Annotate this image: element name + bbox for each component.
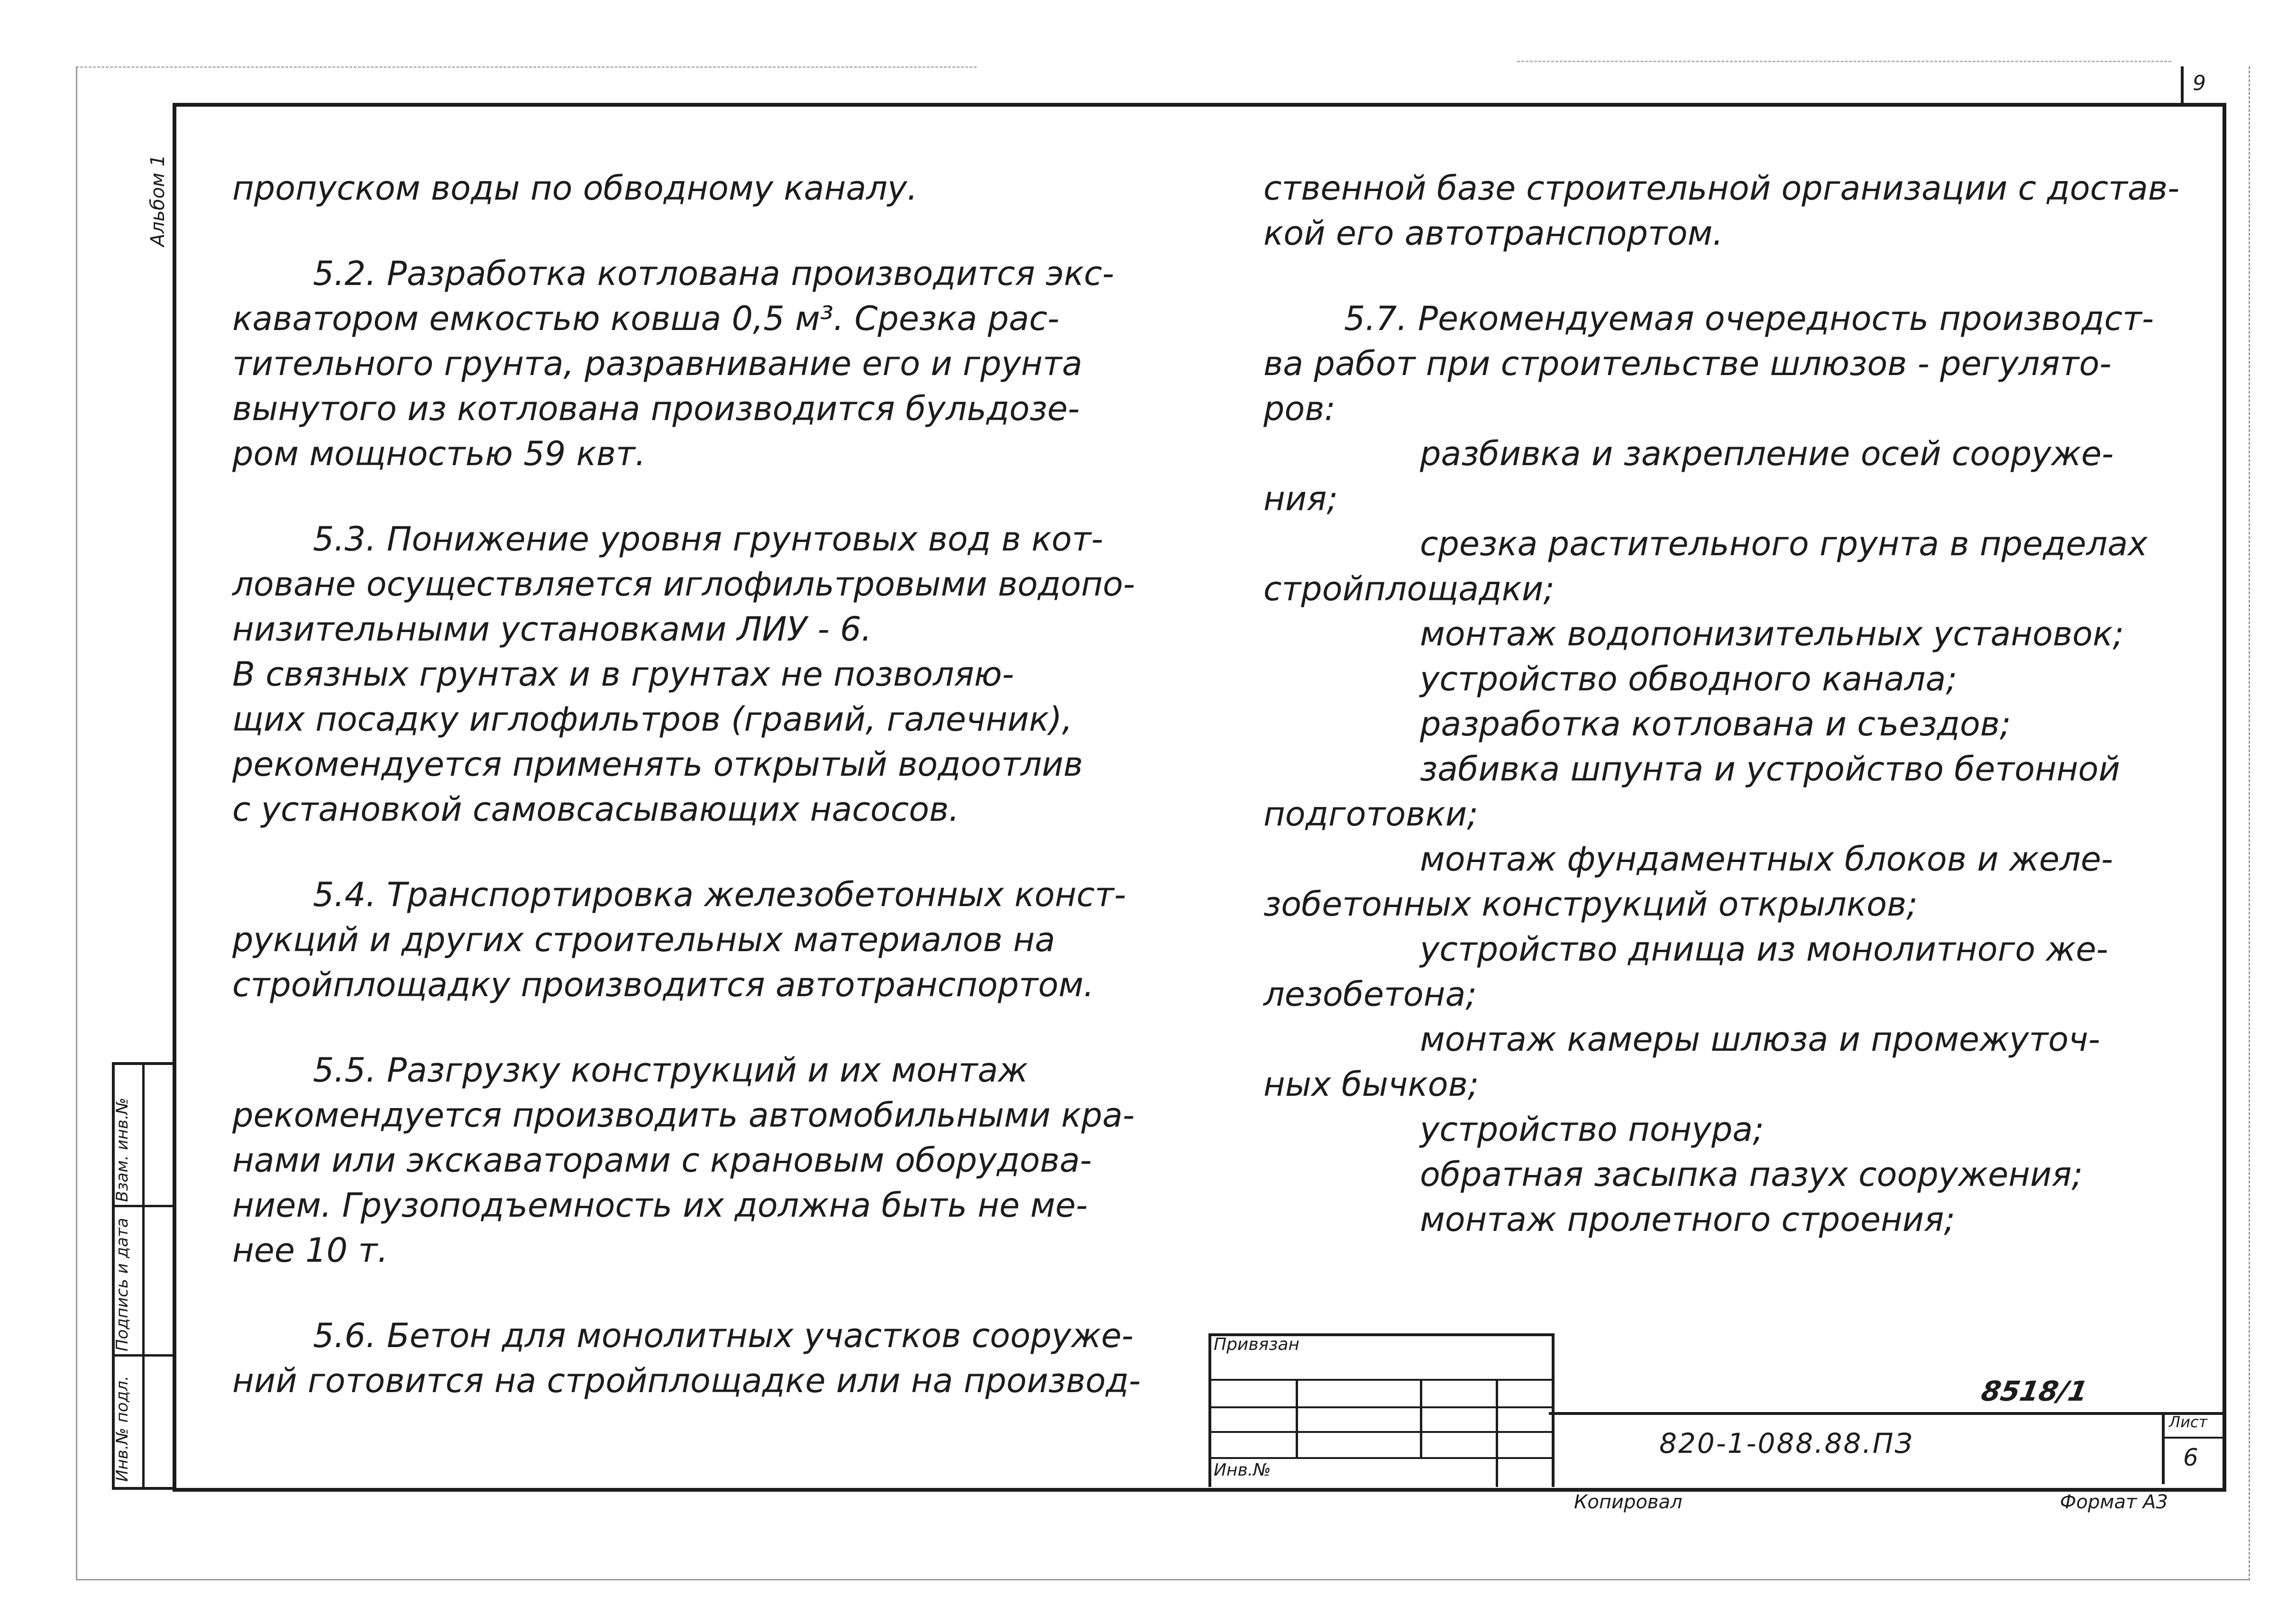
- binding-strip-divider: [142, 1065, 145, 1487]
- text-line: обратная засыпка пазух сооружения;: [1420, 1155, 2083, 1194]
- text-line: тительного грунта, разравнивание его и грунта: [232, 344, 1082, 383]
- text-line: ловане осуществляется иглофильтровыми водопо-: [232, 565, 1135, 604]
- binding-strip-row-line: [115, 1354, 175, 1357]
- text-line: нее 10 т.: [232, 1231, 388, 1270]
- text-line: 5.6. Бетон для монолитных участков сооруже-: [313, 1316, 1134, 1355]
- text-line: щих посадку иглофильтров (гравий, галечник),: [232, 700, 1073, 739]
- paragraph-gap: [232, 1273, 1141, 1313]
- binding-strip-replace-label: Взам. инв.№: [113, 1097, 132, 1202]
- text-line: забивка шпунта и устройство бетонной: [1420, 750, 2120, 789]
- text-line: разбивка и закрепление осей сооруже-: [1420, 434, 2114, 473]
- right-text-column: [1263, 166, 2179, 1242]
- paragraph-gap: [1263, 256, 2179, 296]
- text-line: 5.2. Разработка котлована производится экс-: [313, 254, 1114, 293]
- text-line: каватором емкостью ковша 0,5 м³. Срезка рас-: [232, 299, 1060, 338]
- top-dash-line-right: [1517, 61, 2171, 62]
- text-line: устройство днища из монолитного же-: [1420, 930, 2108, 969]
- stamp-row-line: [1211, 1406, 1552, 1408]
- text-line: монтаж водопонизительных установок;: [1420, 615, 2124, 653]
- text-line: ров:: [1263, 389, 1336, 428]
- text-line: низительными установками ЛИУ - 6.: [232, 610, 872, 649]
- sheet-number: 6: [2183, 1444, 2198, 1471]
- text-line: рекомендуется применять открытый водоотлив: [232, 745, 1083, 784]
- paragraph-gap: [232, 477, 1141, 517]
- album-label: Альбом 1: [147, 155, 169, 247]
- paragraph-gap: [232, 832, 1141, 872]
- copied-by-label: Копировал: [1574, 1491, 1683, 1513]
- text-line: ва работ при строительстве шлюзов - регулято-: [1263, 344, 2112, 383]
- text-line: стройплощадки;: [1263, 569, 1555, 608]
- left-text-column: [232, 166, 1141, 1404]
- text-line: монтаж пролетного строения;: [1420, 1200, 1955, 1239]
- format-label: Формат А3: [2060, 1491, 2168, 1513]
- binding-strip-signature-label: Подпись и дата: [113, 1218, 132, 1351]
- document-number: 8518/1: [1979, 1375, 2090, 1407]
- text-line: лезобетона;: [1263, 975, 1477, 1014]
- text-line: 5.7. Рекомендуемая очередность производст-: [1344, 299, 2154, 338]
- text-line: монтаж камеры шлюза и промежуточ-: [1420, 1020, 2100, 1059]
- page-number: 9: [2193, 71, 2206, 95]
- paragraph-gap: [232, 211, 1141, 251]
- text-line: ром мощностью 59 квт.: [232, 434, 646, 473]
- text-line: срезка растительного грунта в пределах: [1420, 524, 2148, 563]
- text-line: ний готовится на стройплощадке или на производ-: [232, 1361, 1141, 1400]
- stamp-col-line: [1296, 1379, 1298, 1457]
- text-line: стройплощадку производится автотранспортом.: [232, 965, 1094, 1004]
- text-line: 5.3. Понижение уровня грунтовых вод в кот-: [313, 520, 1103, 559]
- text-line: зобетонных конструкций открылков;: [1263, 885, 1918, 924]
- text-line: устройство обводного канала;: [1420, 660, 1958, 698]
- binding-strip-inv-label: Инв.№ подл.: [113, 1376, 132, 1482]
- text-line: ных бычков;: [1263, 1065, 1479, 1104]
- text-line: кой его автотранспортом.: [1263, 214, 1723, 253]
- stamp-col-line: [1496, 1379, 1498, 1487]
- text-line: подготовки;: [1263, 795, 1478, 834]
- sheet-label: Лист: [2169, 1413, 2208, 1431]
- text-line: разработка котлована и съездов;: [1420, 705, 2011, 743]
- stamp-row-line: [1211, 1379, 1552, 1381]
- stamp-col-line: [1420, 1379, 1422, 1457]
- text-line: нием. Грузоподъемность их должна быть не ме-: [232, 1186, 1088, 1225]
- document-code: 820-1-088.88.ПЗ: [1659, 1427, 1914, 1459]
- text-line: 5.4. Транспортировка железобетонных конст-: [313, 875, 1126, 914]
- text-line: 5.5. Разгрузку конструкций и их монтаж: [313, 1051, 1028, 1090]
- text-line: ния;: [1263, 479, 1338, 518]
- stamp-row-line: [1211, 1431, 1552, 1433]
- paragraph-gap: [232, 1008, 1141, 1048]
- stamp-inv-label: Инв.№: [1214, 1460, 1271, 1480]
- text-line: с установкой самовсасывающих насосов.: [232, 790, 960, 829]
- stamp-row-line: [1211, 1457, 1552, 1459]
- text-line: нами или экскаваторами с крановым оборудова-: [232, 1141, 1092, 1180]
- text-line: устройство понура;: [1420, 1110, 1764, 1149]
- text-line: рукций и других строительных материалов на: [232, 920, 1055, 959]
- sheet-box-line: [2165, 1437, 2225, 1439]
- text-line: монтаж фундаментных блоков и желе-: [1420, 840, 2113, 879]
- text-line: рекомендуется производить автомобильными кра-: [232, 1096, 1135, 1135]
- binding-strip-row-line: [115, 1205, 175, 1207]
- text-line: ственной базе строительной организации с достав-: [1263, 169, 2180, 208]
- text-line: вынутого из котлована производится бульдозе-: [232, 389, 1080, 428]
- text-line: В связных грунтах и в грунтах не позволяю-: [232, 655, 1014, 694]
- text-line: пропуском воды по обводному каналу.: [232, 169, 918, 208]
- stamp-bound-label: Привязан: [1214, 1335, 1299, 1354]
